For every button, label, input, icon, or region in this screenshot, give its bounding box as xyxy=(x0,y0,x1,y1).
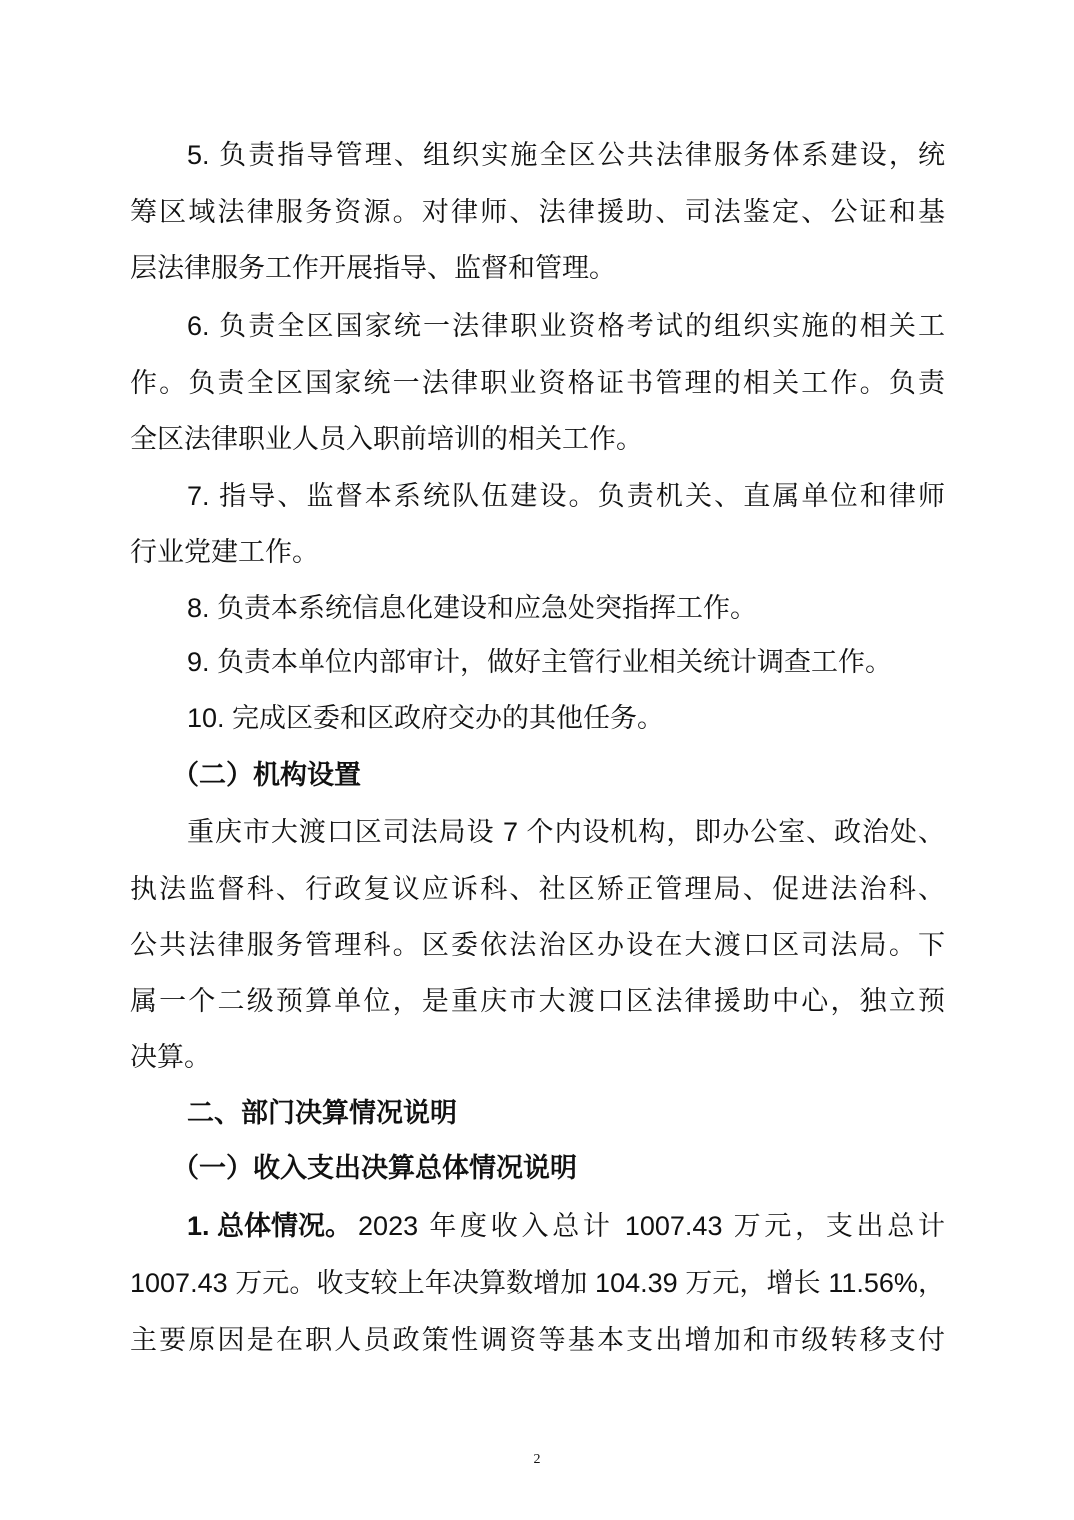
overall-label: 1. 总体情况。 xyxy=(187,1211,353,1241)
paragraph-line: 8. 负责本系统信息化建设和应急处突指挥工作。 xyxy=(187,593,758,623)
section-heading: （一）收入支出决算总体情况说明 xyxy=(172,1153,577,1183)
paragraph-line: 全区法律职业人员入职前培训的相关工作。 xyxy=(130,424,643,454)
paragraph-line: 10. 完成区委和区政府交办的其他任务。 xyxy=(187,703,665,733)
paragraph-line: 7. 指导、监督本系统队伍建设。负责机关、直属单位和律师 xyxy=(187,481,945,511)
paragraph-line: 作。负责全区国家统一法律职业资格证书管理的相关工作。负责 xyxy=(130,368,945,398)
paragraph-line: 5. 负责指导管理、组织实施全区公共法律服务体系建设，统 xyxy=(187,140,945,170)
paragraph-line: 层法律服务工作开展指导、监督和管理。 xyxy=(130,253,616,283)
paragraph-line: 9. 负责本单位内部审计，做好主管行业相关统计调查工作。 xyxy=(187,647,893,677)
paragraph-line xyxy=(187,1209,945,1243)
paragraph-line: 6. 负责全区国家统一法律职业资格考试的组织实施的相关工 xyxy=(187,311,945,341)
paragraph-line: 行业党建工作。 xyxy=(130,537,319,567)
paragraph-line: 属一个二级预算单位，是重庆市大渡口区法律援助中心，独立预 xyxy=(130,986,945,1016)
section-heading: （二）机构设置 xyxy=(172,760,361,790)
chapter-heading: 二、部门决算情况说明 xyxy=(187,1098,457,1128)
paragraph-line: 重庆市大渡口区司法局设 7 个内设机构，即办公室、政治处、 xyxy=(187,817,945,847)
paragraph-line: 筹区域法律服务资源。对律师、法律援助、司法鉴定、公证和基 xyxy=(130,197,945,227)
paragraph-line: 执法监督科、行政复议应诉科、社区矫正管理局、促进法治科、 xyxy=(130,874,945,904)
paragraph-line: 1007.43 万元。收支较上年决算数增加 104.39 万元，增长 11.56%， xyxy=(130,1268,945,1298)
paragraph-line: 主要原因是在职人员政策性调资等基本支出增加和市级转移支付 xyxy=(130,1325,945,1355)
paragraph-line: 公共法律服务管理科。区委依法治区办设在大渡口区司法局。下 xyxy=(130,930,945,960)
overall-text: 2023 年度收入总计 1007.43 万元，支出总计 xyxy=(358,1211,945,1241)
paragraph-line: 决算。 xyxy=(130,1042,211,1072)
page-number: 2 xyxy=(533,1452,541,1467)
